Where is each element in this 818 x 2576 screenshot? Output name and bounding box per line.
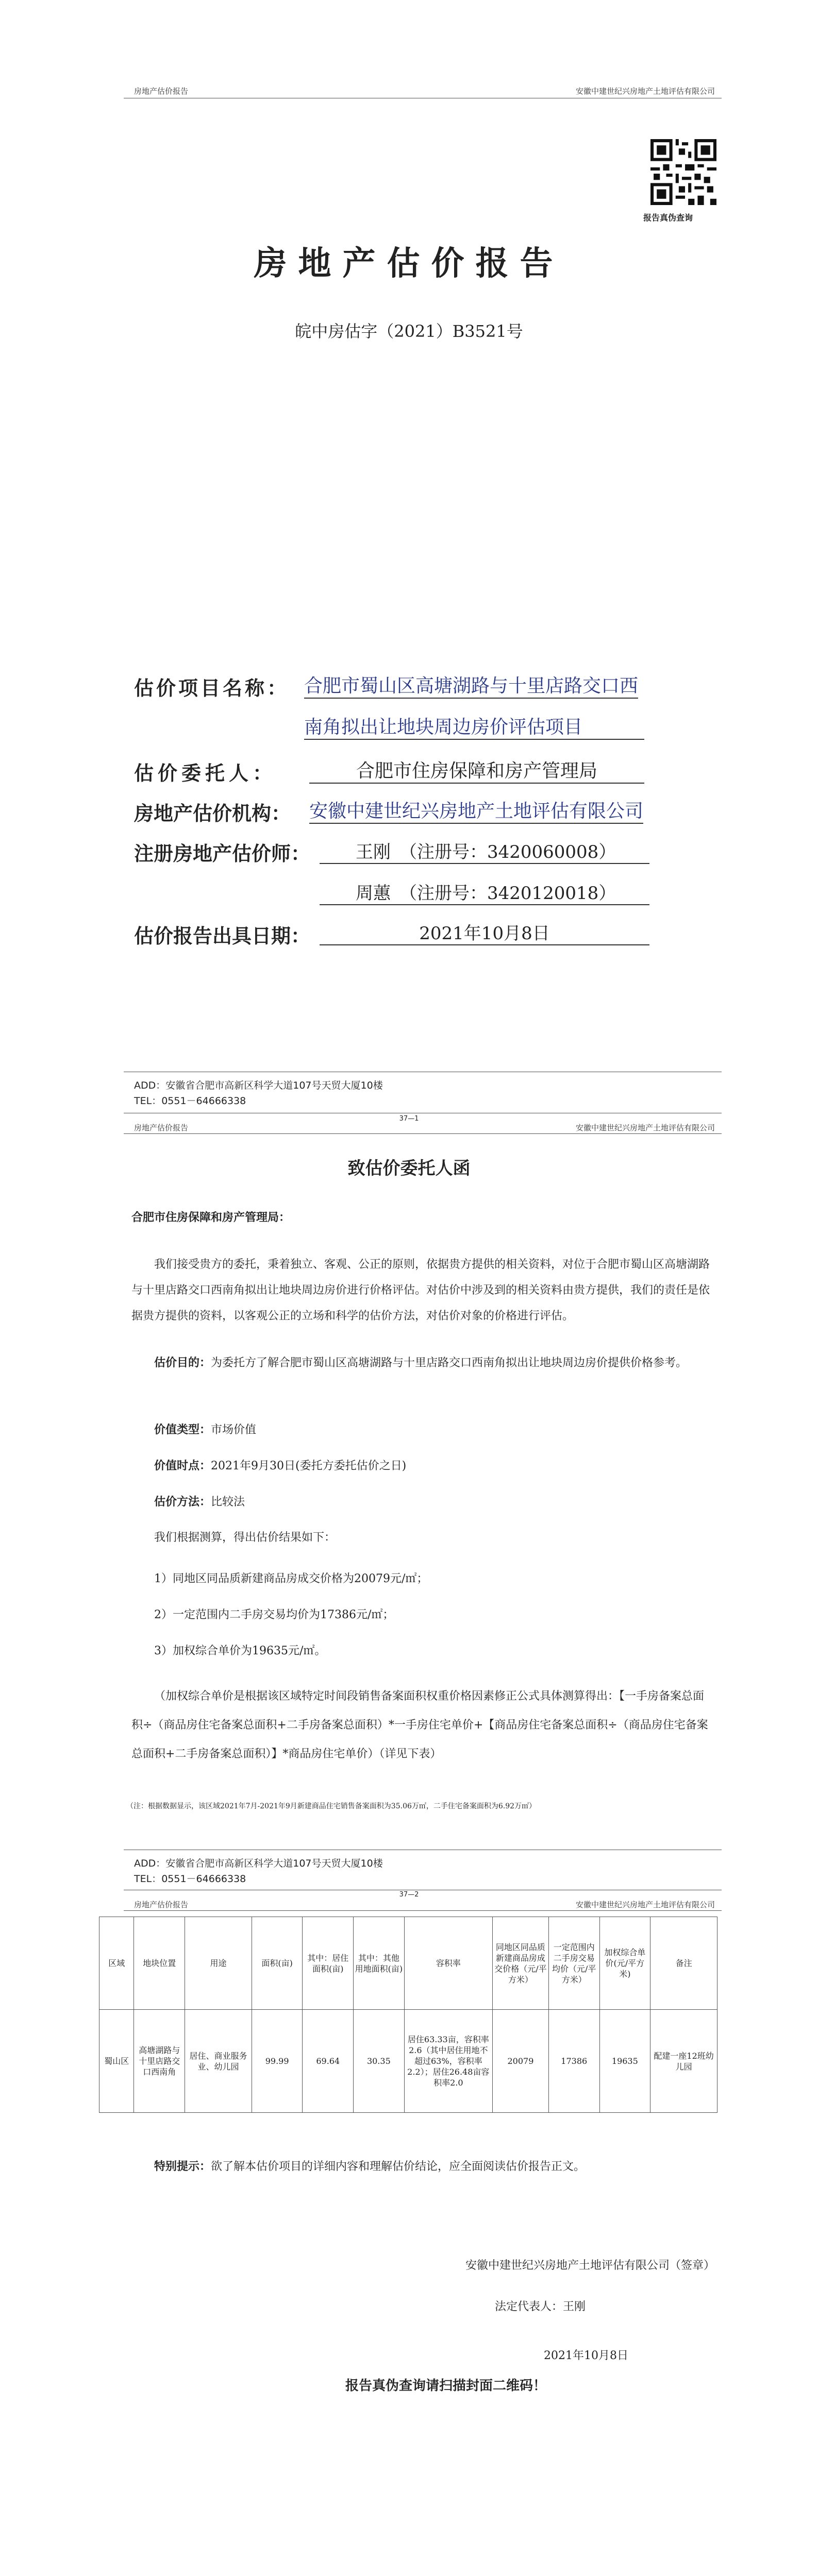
td-weighted-price: 19635 (599, 2010, 650, 2113)
result-2: 2）一定范围内二手房交易均价为17386元/㎡； (154, 1608, 394, 1621)
th-other-area: 其中：其他用地面积(亩) (354, 1917, 405, 2010)
field-value-date: 2021年10月8日 (320, 919, 649, 945)
page-number: 37—1 (399, 1115, 419, 1123)
result-1: 1）同地区同品质新建商品房成交价格为20079元/㎡； (154, 1572, 428, 1585)
th-new-house-price: 同地区同品质新建商品房成交价格（元/平方米） (492, 1917, 548, 2010)
value-date-text: 2021年9月30日(委托方委托估价之日) (211, 1460, 407, 1472)
header-right: 安徽中建世纪兴房地产土地评估有限公司 (575, 87, 715, 96)
td-usage: 居住、商业服务业、幼儿园 (185, 2010, 252, 2113)
legal-representative: 法定代表人：王刚 (495, 2300, 586, 2313)
data-note: （注：根据数据显示，该区域2021年7月-2021年9月新建商品住宅销售备案面积为35.06万㎡，二手住宅备案面积为6.92万㎡） (126, 1802, 537, 1810)
report-number: 皖中房估字（2021）B3521号 (295, 321, 523, 341)
method-label: 估价方法： (154, 1495, 211, 1509)
special-notice (131, 2154, 737, 2180)
scan-notice: 报告真伪查询请扫描封面二维码！ (345, 2378, 547, 2394)
field-label-project: 估价项目名称： (134, 676, 290, 700)
header-rule (124, 1133, 722, 1134)
th-location: 地块位置 (134, 1917, 185, 2010)
purpose-text: 为委托方了解合肥市蜀山区高塘湖路与十里店路交口西南角拟出让地块周边房价提供价格参考。 (211, 1357, 688, 1369)
value-type-line (131, 1422, 737, 1438)
field-value-appraiser-1: 王刚 （注册号：3420060008） (320, 838, 649, 864)
field-value-appraiser-2: 周蕙 （注册号：3420120018） (320, 879, 649, 905)
field-label-client: 估价委托人： (134, 761, 277, 785)
td-second-hand-price: 17386 (548, 2010, 599, 2113)
intro-paragraph: 我们接受贵方的委托，秉着独立、客观、公正的原则，依据贵方提供的相关资料，对位于合肥市蜀山区高塘湖路与十里店路交口西南角拟出让地块周边房价进行价格评估。对估价中涉及到的相关资料由贵方提供，我们的责任是依据贵方提供的资料，以客观公正的立场和科学的估价方法，对估价对象的价格进行评估。 (131, 1258, 710, 1323)
td-plot-ratio: 居住63.33亩，容积率2.6（其中居住用地不超过63%，容积率2.2）；居住26.48亩容积率2.0 (404, 2010, 492, 2113)
th-region: 区域 (99, 1917, 134, 2010)
th-second-hand-price: 一定范围内二手房交易均价（元/平方米） (548, 1917, 599, 2010)
field-label-agency: 房地产估价机构： (134, 802, 291, 825)
company-signature: 安徽中建世纪兴房地产土地评估有限公司（签章） (465, 2259, 715, 2272)
letter-title: 致估价委托人函 (347, 1158, 471, 1179)
report-title: 房地产估价报告 (254, 244, 564, 283)
field-label-appraiser: 注册房地产估价师： (134, 842, 311, 865)
th-residential-area: 其中：居住面积(亩) (303, 1917, 354, 2010)
header-right: 安徽中建世纪兴房地产土地评估有限公司 (575, 1900, 715, 1909)
field-value-project-line2: 南角拟出让地块周边房价评估项目 (304, 713, 644, 740)
special-notice-text: 欲了解本估价项目的详细内容和理解估价结论，应全面阅读估价报告正文。 (211, 2160, 586, 2173)
qr-code-icon[interactable] (650, 139, 716, 205)
td-new-house-price: 20079 (492, 2010, 548, 2113)
special-notice-label: 特别提示： (154, 2160, 211, 2173)
header-rule (124, 1910, 722, 1911)
td-location: 高塘湖路与十里店路交口西南角 (134, 2010, 185, 2113)
field-value-client: 合肥市住房保障和房产管理局 (309, 756, 644, 784)
valuation-table (99, 1917, 717, 2113)
th-usage: 用途 (185, 1917, 252, 2010)
value-type-text: 市场价值 (211, 1423, 257, 1436)
qr-caption: 报告真伪查询 (643, 213, 693, 223)
footer-address: ADD：安徽省合肥市高新区科学大道107号天贸大厦10楼 (134, 1858, 383, 1869)
header-left: 房地产估价报告 (134, 1900, 189, 1909)
header-left: 房地产估价报告 (134, 87, 189, 96)
formula-paragraph: （加权综合单价是根据该区域特定时间段销售备案面积权重价格因素修正公式具体测算得出：【一手房备案总面积÷（商品房住宅备案总面积+二手房备案总面积）*一手房住宅单价+【商品房住宅备案总面积÷（商品房住宅备案总面积+二手房备案总面积）】*商品房住宅单价）（详见下表） (131, 1690, 708, 1760)
field-value-project: 合肥市蜀山区高塘湖路与十里店路交口西 (304, 671, 638, 699)
value-date-label: 价值时点： (154, 1459, 211, 1472)
footer-address: ADD：安徽省合肥市高新区科学大道107号天贸大厦10楼 (134, 1080, 383, 1091)
signature-date: 2021年10月8日 (544, 2349, 628, 2362)
header-right: 安徽中建世纪兴房地产土地评估有限公司 (575, 1123, 715, 1132)
salutation: 合肥市住房保障和房产管理局： (131, 1211, 291, 1224)
td-region: 蜀山区 (99, 2010, 134, 2113)
purpose-label: 估价目的： (154, 1356, 211, 1369)
result-intro: 我们根据测算，得出估价结果如下： (154, 1531, 336, 1544)
result-3: 3）加权综合单价为19635元/㎡。 (154, 1645, 326, 1657)
header-left: 房地产估价报告 (134, 1123, 189, 1132)
th-weighted-price: 加权综合单价(元/平方米) (599, 1917, 650, 2010)
th-plot-ratio: 容积率 (404, 1917, 492, 2010)
footer-tel: TEL：0551－64666338 (134, 1873, 246, 1885)
purpose-paragraph (131, 1350, 714, 1376)
th-area: 面积(亩) (252, 1917, 303, 2010)
method-line (131, 1494, 737, 1510)
td-other-area: 30.35 (354, 2010, 405, 2113)
value-date-line (131, 1458, 737, 1474)
field-value-agency: 安徽中建世纪兴房地产土地评估有限公司 (309, 796, 643, 824)
method-text: 比较法 (211, 1496, 245, 1509)
page-number: 37—2 (399, 1891, 419, 1899)
td-remark: 配建一座12班幼儿园 (650, 2010, 717, 2113)
td-residential-area: 69.64 (303, 2010, 354, 2113)
field-label-date: 估价报告出具日期： (134, 924, 311, 947)
value-type-label: 价值类型： (154, 1423, 211, 1436)
footer-tel: TEL：0551－64666338 (134, 1095, 246, 1107)
table-row (99, 2010, 717, 2113)
table-header-row (99, 1917, 717, 2010)
th-remark: 备注 (650, 1917, 717, 2010)
td-area: 99.99 (252, 2010, 303, 2113)
